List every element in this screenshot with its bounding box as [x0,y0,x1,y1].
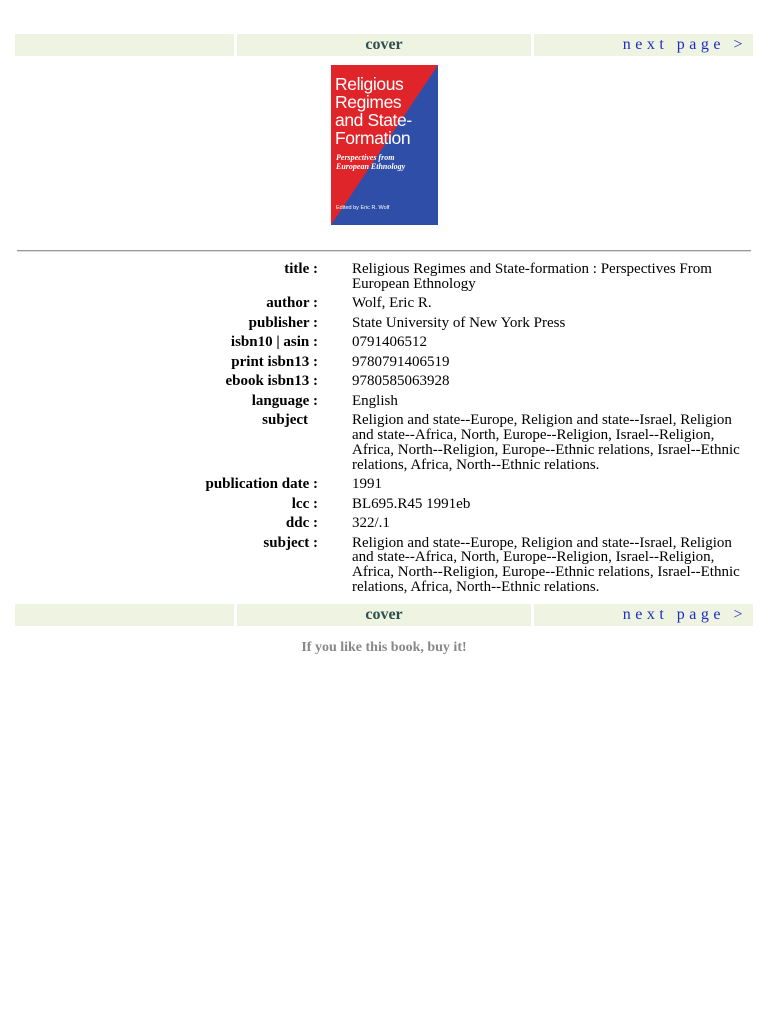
horizontal-divider [17,250,751,252]
cover-title-line: Religious [335,74,404,94]
cover-title-line: Regimes [335,92,402,112]
metadata-row-subject [0,413,768,477]
title-value: Religious Regimes and State-formation : Perspectives From European Ethnology [352,261,712,292]
top-nav-next-cell [534,34,753,56]
metadata-row-author [0,296,768,315]
title-label: title : [284,261,318,277]
metadata-row-language [0,394,768,413]
cover-title-line: Formation [335,128,411,148]
ddc-label: ddc : [285,515,318,532]
cover-subtitle-line: Perspectives from [336,153,395,162]
top-nav-bar [15,34,753,56]
print-isbn13-label: print isbn13 : [231,353,318,370]
language-label: language : [251,392,318,409]
publication-date-label: publication date : [205,476,318,493]
book-metadata-table [0,262,768,599]
bottom-nav-empty-cell [15,604,234,626]
isbn10-value: 0791406512 [352,334,427,351]
metadata-row-print-isbn13 [0,355,768,374]
bottom-nav-cover-cell [237,604,531,626]
author-label: author : [266,295,318,312]
publication-date-value: 1991 [352,476,382,493]
buy-book-note: If you like this book, buy it! [301,640,467,655]
subject-2-value: Religion and state--Europe, Religion and state--Israel, Religion and state--Africa, North, Europe--Religion, Israel--Religion, Africa, North--Religion, Europe--Ethnic relations, Israel--Ethnic relations, Africa, North--Ethnic relations. [352,534,740,595]
metadata-row-title [0,262,768,296]
top-nav-empty-cell [15,34,234,56]
subject-2-label: subject : [263,534,318,551]
lcc-label: lcc : [291,495,318,512]
cover-editor: Edited by Eric R. Wolf [336,205,390,211]
book-cover-image [331,65,438,225]
top-nav-cover-cell [237,34,531,56]
publisher-label: publisher : [248,314,318,331]
isbn10-label: isbn10 | asin : [230,334,318,351]
lcc-value: BL695.R45 1991eb [352,495,471,512]
bottom-cover-link[interactable]: cover [365,606,403,623]
bottom-next-page-link[interactable]: next page > [622,606,747,623]
author-value: Wolf, Eric R. [352,295,432,312]
subject-label: subject [262,412,308,429]
top-cover-link[interactable]: cover [365,36,403,53]
metadata-row-isbn10 [0,335,768,354]
metadata-row-ddc [0,516,768,535]
subject-value: Religion and state--Europe, Religion and state--Israel, Religion and state--Africa, North, Europe--Religion, Israel--Religion, Africa, North--Religion, Europe--Ethnic relations, Israel--Ethnic relations, Africa, North--Ethnic relations. [352,412,740,473]
metadata-row-lcc [0,497,768,516]
metadata-row-publisher [0,316,768,335]
print-isbn13-value: 9780791406519 [352,353,450,370]
ebook-isbn13-value: 9780585063928 [352,373,450,390]
top-next-page-link[interactable]: next page > [622,36,747,53]
cover-title-line: and State- [335,110,412,130]
bottom-nav-next-cell [534,604,753,626]
ebook-isbn13-label: ebook isbn13 : [225,373,318,390]
cover-subtitle-line: European Ethnology [336,162,406,171]
bottom-nav-bar [15,604,753,626]
metadata-row-publication-date [0,477,768,496]
metadata-row-subject-2 [0,536,768,600]
cover-subtitle [336,153,436,171]
cover-title [335,75,438,147]
metadata-row-ebook-isbn13 [0,374,768,393]
publisher-value: State University of New York Press [352,314,566,331]
ddc-value: 322/.1 [352,515,390,532]
language-value: English [352,392,398,409]
